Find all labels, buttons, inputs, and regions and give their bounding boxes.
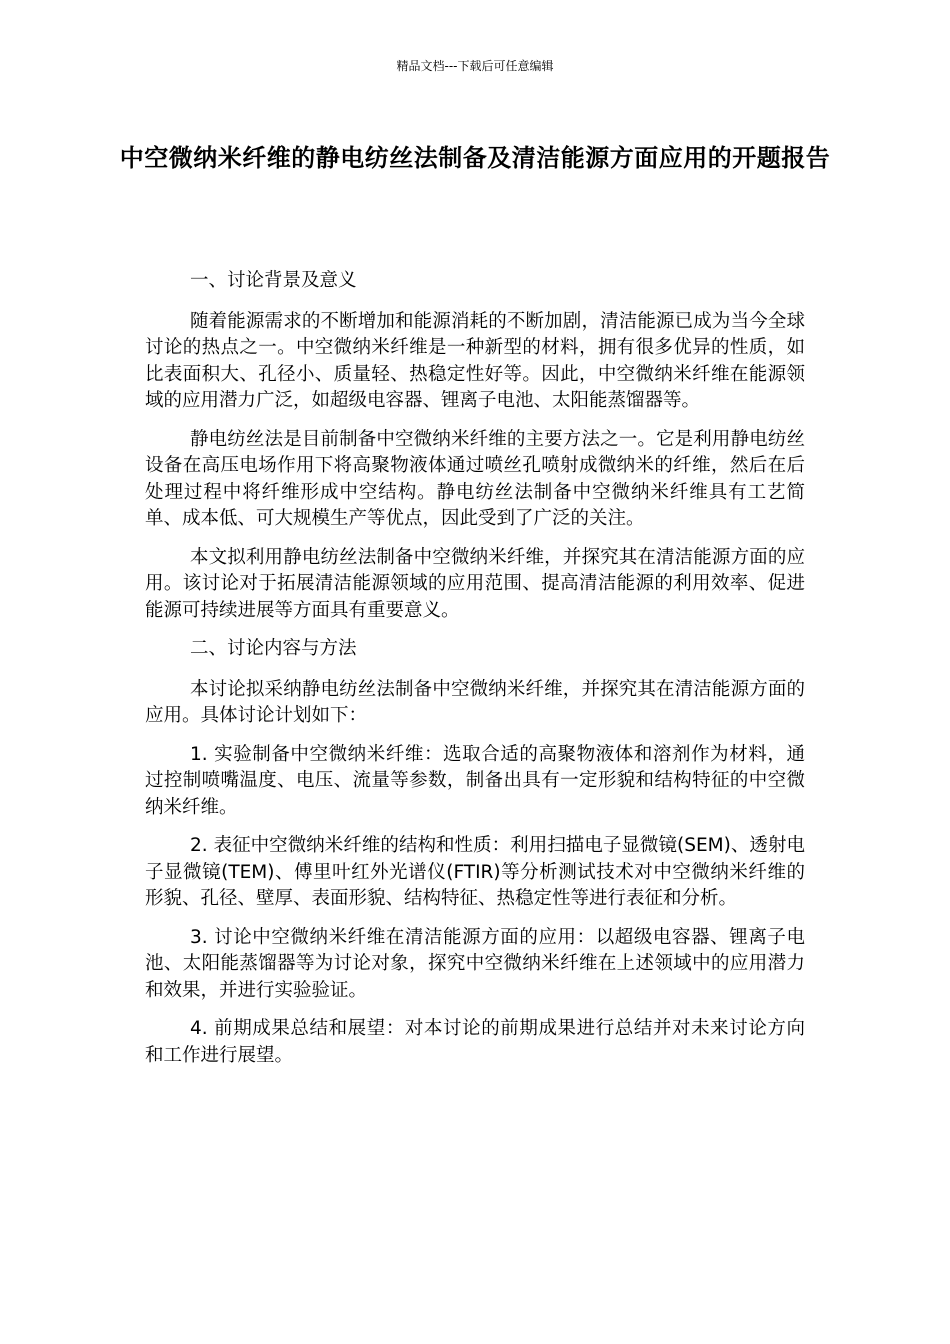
paragraph: 静电纺丝法是目前制备中空微纳米纤维的主要方法之一。它是利用静电纺丝设备在高压电场作用下将高聚物液体通过喷丝孔喷射成微纳米的纤维，然后在后处理过程中将纤维形成中空结构。静电纺丝法制备中空微纳米纤维具有工艺简单、成本低、可大规模生产等优点，因此受到了广泛的关注。 — [145, 428, 805, 529]
paragraph: 随着能源需求的不断增加和能源消耗的不断加剧，清洁能源已成为当今全球讨论的热点之一。中空微纳米纤维是一种新型的材料，拥有很多优异的性质，如比表面积大、孔径小、质量轻、热稳定性好等。因此，中空微纳米纤维在能源领域的应用潜力广泛，如超级电容器、锂离子电池、太阳能蒸馏器等。 — [145, 310, 805, 411]
document-title: 中空微纳米纤维的静电纺丝法制备及清洁能源方面应用的开题报告 — [119, 144, 831, 172]
section-heading: 一、讨论背景及意义 — [190, 270, 357, 291]
document-body — [145, 268, 805, 1081]
list-item: 2. 表征中空微纳米纤维的结构和性质：利用扫描电子显微镜(SEM)、透射电子显微镜(TEM)、傅里叶红外光谱仪(FTIR)等分析测试技术对中空微纳米纤维的形貌、孔径、壁厚、表面形貌、结构特征、热稳定性等进行表征和分析。 — [145, 835, 805, 909]
list-item: 3. 讨论中空微纳米纤维在清洁能源方面的应用：以超级电容器、锂离子电池、太阳能蒸馏器等为讨论对象，探究中空微纳米纤维在上述领域中的应用潜力和效果，并进行实验验证。 — [145, 926, 805, 1001]
section-heading: 二、讨论内容与方法 — [190, 638, 357, 659]
page-header-watermark: 精品文档---下载后可任意编辑 — [396, 59, 554, 73]
paragraph: 本文拟利用静电纺丝法制备中空微纳米纤维，并探究其在清洁能源方面的应用。该讨论对于拓展清洁能源领域的应用范围、提高清洁能源的利用效率、促进能源可持续进展等方面具有重要意义。 — [145, 546, 805, 621]
list-item: 1. 实验制备中空微纳米纤维：选取合适的高聚物液体和溶剂作为材料，通过控制喷嘴温度、电压、流量等参数，制备出具有一定形貌和结构特征的中空微纳米纤维。 — [145, 743, 805, 818]
list-item: 4. 前期成果总结和展望：对本讨论的前期成果进行总结并对未来讨论方向和工作进行展望。 — [145, 1018, 805, 1066]
paragraph: 本讨论拟采纳静电纺丝法制备中空微纳米纤维，并探究其在清洁能源方面的应用。具体讨论计划如下： — [145, 678, 805, 726]
